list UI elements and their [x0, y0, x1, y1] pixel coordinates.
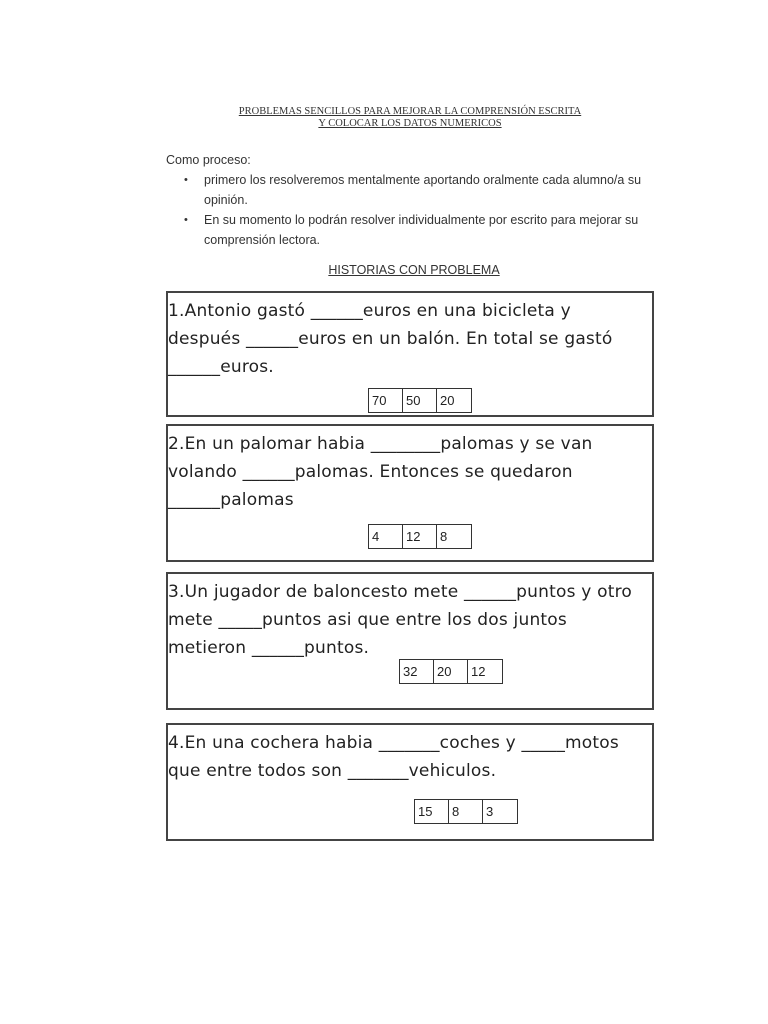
problem-text: 4.En una cochera habia _______coches y _____motos que entre todos son _______vehiculos.: [168, 733, 619, 781]
number-option: 12: [403, 525, 437, 548]
number-option: 15: [415, 800, 449, 823]
number-options: [368, 388, 472, 413]
page-title: [160, 106, 660, 130]
number-option: 4: [369, 525, 403, 548]
number-option: 70: [369, 389, 403, 412]
process-list: [166, 170, 646, 250]
process-item: • En su momento lo podrán resolver individualmente por escrito para mejorar su comprensión lectora.: [204, 210, 646, 250]
process-section: [166, 150, 646, 250]
problem-box-2: [166, 424, 654, 562]
problem-box-3: [166, 572, 654, 710]
process-item: • primero los resolveremos mentalmente aportando oralmente cada alumno/a su opinión.: [204, 170, 646, 210]
process-label: Como proceso:: [166, 153, 251, 167]
number-option: 50: [403, 389, 437, 412]
number-option: 20: [440, 393, 455, 408]
number-options: [368, 524, 472, 549]
number-option: 3: [486, 804, 494, 819]
number-option: 12: [471, 664, 486, 679]
page-title-line-2: Y COLOCAR LOS DATOS NUMERICOS: [318, 118, 502, 129]
problem-text: 3.Un jugador de baloncesto mete ______puntos y otro mete _____puntos asi que entre los dos juntos metieron ______puntos.: [168, 582, 632, 658]
number-option: 8: [440, 529, 448, 544]
section-heading: HISTORIAS CON PROBLEMA: [328, 263, 500, 277]
number-option: 8: [449, 800, 483, 823]
problem-box-1: [166, 291, 654, 417]
page-title-line-1: PROBLEMAS SENCILLOS PARA MEJORAR LA COMPRENSIÓN ESCRITA: [238, 106, 582, 117]
number-option: 20: [434, 660, 468, 683]
number-options: [399, 659, 503, 684]
problem-text: 2.En un palomar habia ________palomas y se van volando ______palomas. Entonces se quedaron ______palomas: [168, 434, 593, 510]
number-option: 32: [400, 660, 434, 683]
number-options: [414, 799, 518, 824]
problem-box-4: [166, 723, 654, 841]
problem-text: 1.Antonio gastó ______euros en una bicicleta y después ______euros en un balón. En total se gastó ______euros.: [168, 301, 613, 377]
